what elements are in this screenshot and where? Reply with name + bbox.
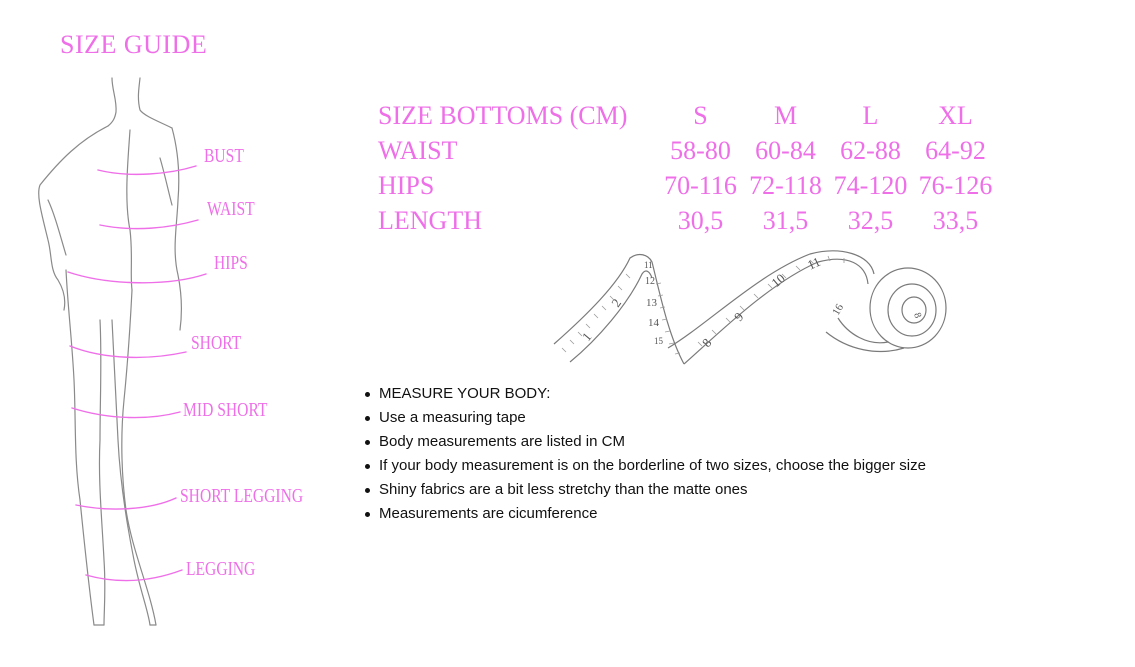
row-label-hips: HIPS <box>378 170 435 200</box>
label-short-legging: SHORT LEGGING <box>180 485 304 507</box>
waist-measure-line <box>100 220 198 229</box>
list-item: Measurements are cicumference <box>362 502 926 526</box>
body-figure-illustration <box>0 0 320 640</box>
size-header-l: L <box>862 100 879 130</box>
tape-number: 2 <box>608 295 625 310</box>
table-cell: 60-84 <box>755 135 816 165</box>
table-cell: 76-126 <box>918 170 993 200</box>
size-header-s: S <box>693 100 708 130</box>
table-cell: 32,5 <box>847 205 894 235</box>
measurement-notes-list <box>362 382 926 526</box>
bust-measure-line <box>98 166 196 174</box>
label-hips: HIPS <box>214 252 248 274</box>
list-item: Body measurements are listed in CM <box>362 430 926 454</box>
tape-number: 1 <box>578 329 595 344</box>
label-legging: LEGGING <box>186 558 256 580</box>
table-cell: 72-118 <box>749 170 822 200</box>
table-cell: 74-120 <box>833 170 908 200</box>
tape-number: 11 <box>644 260 653 270</box>
tape-number: 9 <box>730 309 747 324</box>
table-cell: 31,5 <box>762 205 809 235</box>
legging-measure-line <box>86 570 182 581</box>
list-item: Shiny fabrics are a bit less stretchy than the matte ones <box>362 478 926 502</box>
table-cell: 62-88 <box>840 135 901 165</box>
tape-number: 8 <box>911 311 924 320</box>
tape-number: 11 <box>804 253 823 273</box>
tape-number: 15 <box>654 336 663 346</box>
label-bust: BUST <box>204 145 244 167</box>
table-header-row <box>378 98 998 133</box>
label-waist: WAIST <box>207 198 255 220</box>
table-cell: 30,5 <box>677 205 724 235</box>
size-header-m: M <box>773 100 798 130</box>
table-row <box>378 133 998 168</box>
size-table <box>378 98 998 238</box>
table-header-label: SIZE BOTTOMS (CM) <box>378 100 628 130</box>
tape-number: 10 <box>768 270 788 291</box>
table-cell: 33,5 <box>932 205 979 235</box>
table-row <box>378 203 998 238</box>
label-short: SHORT <box>191 332 242 354</box>
table-row <box>378 168 998 203</box>
measuring-tape-illustration <box>548 244 958 374</box>
table-cell: 58-80 <box>670 135 731 165</box>
list-item: Use a measuring tape <box>362 406 926 430</box>
row-label-length: LENGTH <box>378 205 482 235</box>
table-cell: 64-92 <box>925 135 986 165</box>
table-cell: 70-116 <box>664 170 737 200</box>
tape-number: 16 <box>830 301 847 318</box>
row-label-waist: WAIST <box>378 135 458 165</box>
mid-short-measure-line <box>72 408 180 418</box>
tape-number: 8 <box>698 335 715 350</box>
size-header-xl: XL <box>938 100 973 130</box>
tape-number: 13 <box>646 297 657 309</box>
tape-number: 14 <box>648 317 659 329</box>
list-item: MEASURE YOUR BODY: <box>362 382 926 406</box>
hips-measure-line <box>68 272 206 283</box>
list-item: If your body measurement is on the borderline of two sizes, choose the bigger size <box>362 454 926 478</box>
page-title: SIZE GUIDE <box>60 30 208 59</box>
label-mid-short: MID SHORT <box>183 399 268 421</box>
tape-number: 12 <box>645 276 655 287</box>
